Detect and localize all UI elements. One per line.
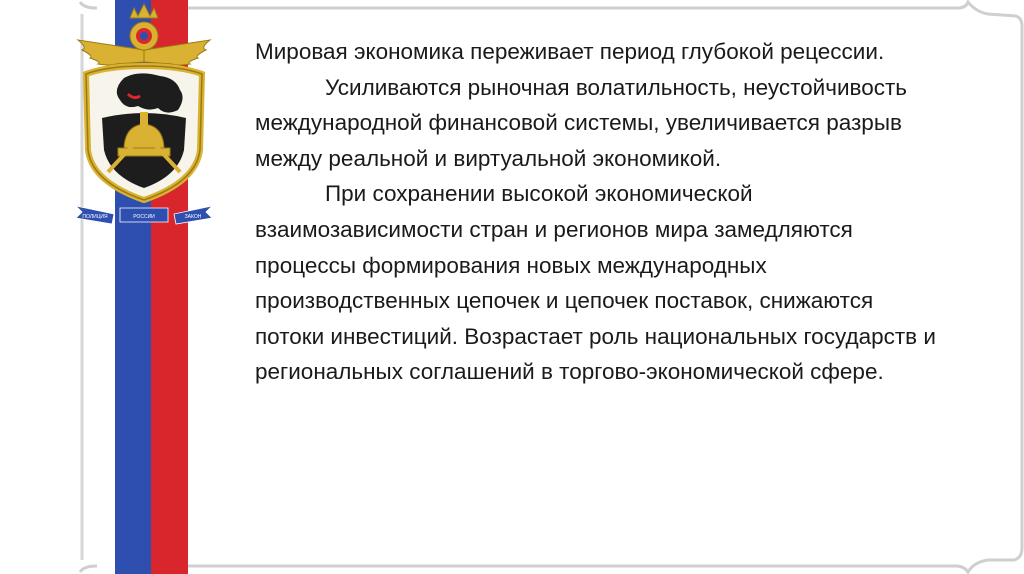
slide-text (255, 34, 945, 390)
ribbon-text-right: ЗАКОН (184, 214, 202, 220)
ribbon-text-center: РОССИИ (133, 214, 155, 220)
ribbon-text-left: ПОЛИЦИЯ (82, 214, 108, 220)
paragraph-3: При сохранении высокой экономической взаимозависимости стран и регионов мира замедляются процессы формирования новых международных производственных цепочек и цепочек поставок, снижаются потоки инвестиций. Возрастает роль национальных государств и региональных соглашений в торгово-экономической сфере. (255, 181, 936, 385)
paragraph-1: Мировая экономика переживает период глубокой рецессии. (255, 39, 885, 64)
police-emblem (68, 0, 220, 235)
paragraph-2: Усиливаются рыночная волатильность, неустойчивость международной финансовой системы, увеличивается разрыв между реальной и виртуальной экономикой. (255, 74, 908, 171)
